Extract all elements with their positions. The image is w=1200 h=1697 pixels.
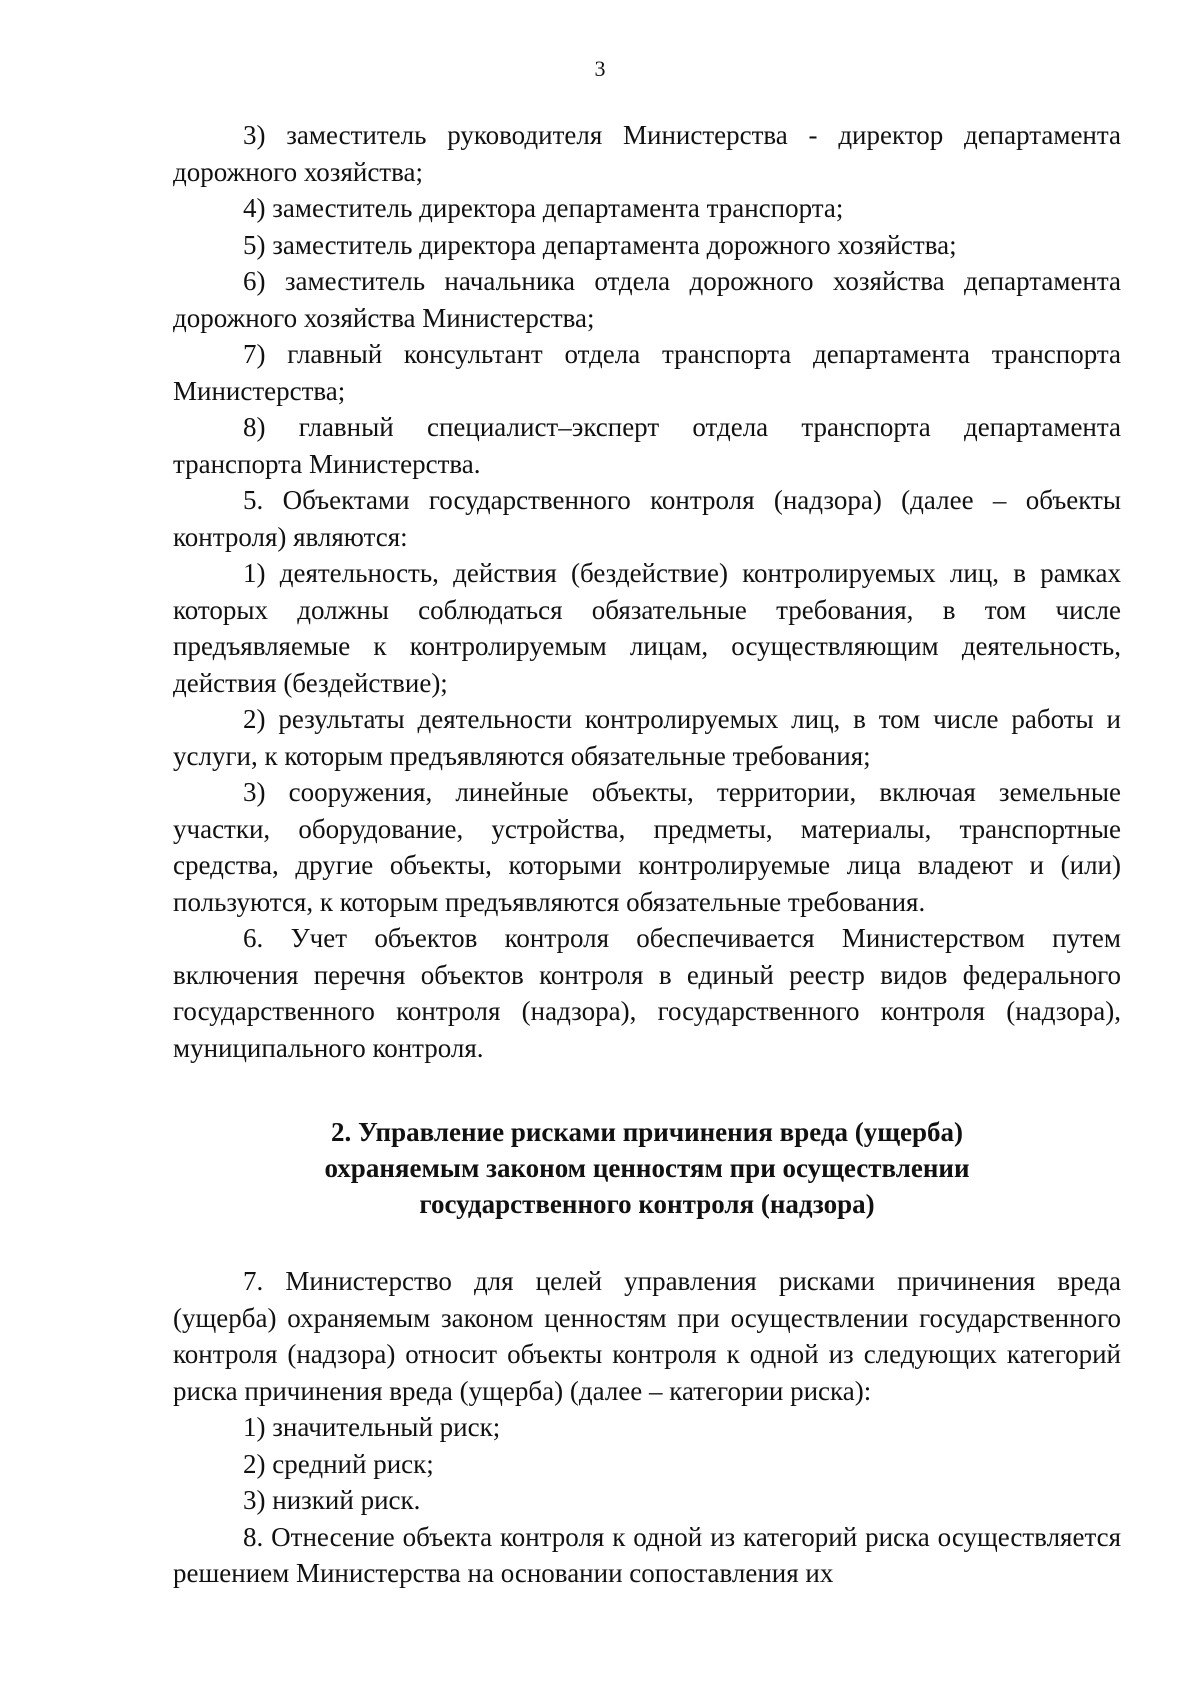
paragraph-clause-8: 8. Отнесение объекта контроля к одной из категорий риска осуществляется решением Министерства на основании сопоставления их xyxy=(173,1521,1121,1588)
section-heading xyxy=(173,1114,1121,1222)
paragraph-item-3-deputy-head: 3) заместитель руководителя Министерства - директор департамента дорожного хозяйства; xyxy=(173,120,1121,187)
paragraph-clause-7: 7. Министерство для целей управления рисками причинения вреда (ущерба) охраняемым законом ценностям при осуществлении государственного контроля (надзора) относит объекты контроля к одной из следующих категорий риска причинения вреда (ущерба) (далее – категории риска): xyxy=(173,1266,1121,1406)
paragraph-clause-7-item-1: 1) значительный риск; xyxy=(243,1412,501,1442)
paragraph-clause-5-item-2: 2) результаты деятельности контролируемых лиц, в том числе работы и услуги, к которым предъявляются обязательные требования; xyxy=(173,704,1121,771)
paragraph-item-5-deputy-director-roads: 5) заместитель директора департамента дорожного хозяйства; xyxy=(243,229,957,260)
section-heading-line-1: 2. Управление рисками причинения вреда (ущерба) xyxy=(330,1117,964,1147)
section-heading-line-3: государственного контроля (надзора) xyxy=(419,1189,875,1219)
paragraph-clause-5: 5. Объектами государственного контроля (надзора) (далее – объекты контроля) являются: xyxy=(173,485,1121,552)
paragraph-item-8-chief-specialist: 8) главный специалист–эксперт отдела транспорта департамента транспорта Министерства. xyxy=(173,412,1121,479)
paragraph-item-4-deputy-director-transport: 4) заместитель директора департамента транспорта; xyxy=(243,193,844,223)
paragraph-clause-7-item-2: 2) средний риск; xyxy=(243,1448,434,1479)
section-heading-line-2: охраняемым законом ценностям при осуществлении xyxy=(324,1153,970,1183)
paragraph-item-6-deputy-chief: 6) заместитель начальника отдела дорожного хозяйства департамента дорожного хозяйства Министерства; xyxy=(173,266,1121,333)
page-number: 3 xyxy=(594,56,606,81)
paragraph-item-7-chief-consultant: 7) главный консультант отдела транспорта департамента транспорта Министерства; xyxy=(173,339,1121,406)
paragraph-clause-5-item-3: 3) сооружения, линейные объекты, территории, включая земельные участки, оборудование, устройства, предметы, материалы, транспортные средства, другие объекты, которыми контролируемые лица владеют и (или) пользуются, к которым предъявляются обязательные требования. xyxy=(173,777,1121,917)
document-body xyxy=(173,117,1121,1592)
paragraph-clause-6: 6. Учет объектов контроля обеспечивается Министерством путем включения перечня объектов контроля в единый реестр видов федерального государственного контроля (надзора), государственного контроля (надзора), муниципального контроля. xyxy=(173,923,1121,1063)
paragraph-clause-5-item-1: 1) деятельность, действия (бездействие) контролируемых лиц, в рамках которых должны соблюдаться обязательные требования, в том числе предъявляемые к контролируемым лицам, осуществляющим деятельность, действия (бездействие); xyxy=(173,558,1121,698)
paragraph-clause-7-item-3: 3) низкий риск. xyxy=(243,1485,421,1515)
